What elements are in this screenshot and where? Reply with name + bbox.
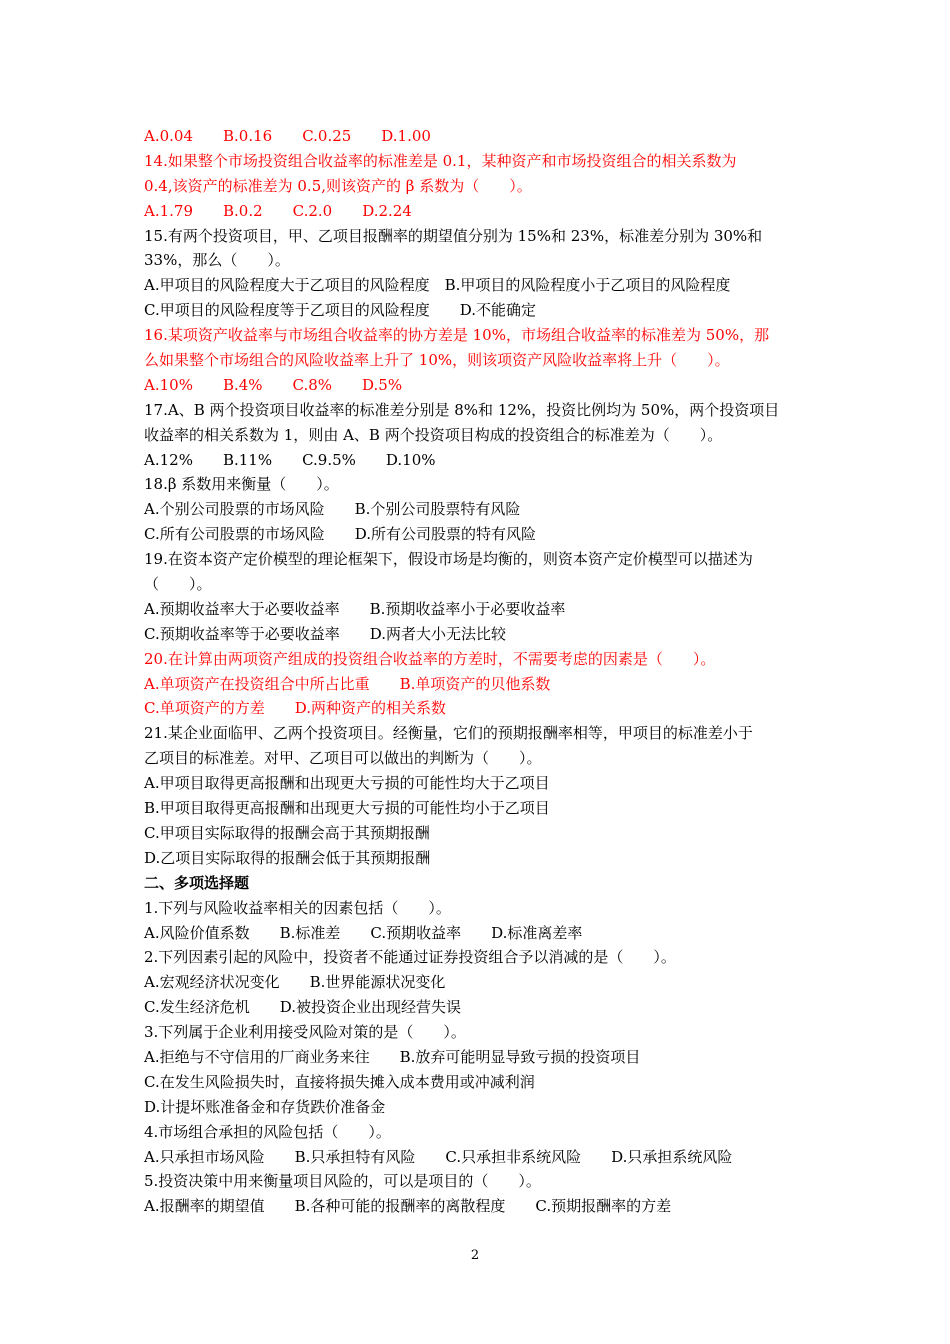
text-line: 1.下列与风险收益率相关的因素包括（ ）。 [144,898,451,917]
text-line: A.12% B.11% C.9.5% D.10% [144,450,436,469]
text-line: C.甲项目的风险程度等于乙项目的风险程度 D.不能确定 [144,301,536,320]
text-line: C.单项资产的方差 D.两种资产的相关系数 [144,699,446,718]
text-line: 20.在计算由两项资产组成的投资组合收益率的方差时，不需要考虑的因素是（ ）。 [144,649,716,668]
text-line: D.计提坏账准备金和存货跌价准备金 [144,1097,386,1116]
text-line: A.只承担市场风险 B.只承担特有风险 C.只承担非系统风险 D.只承担系统风险 [144,1147,733,1166]
text-line: 2.下列因素引起的风险中，投资者不能通过证券投资组合予以消减的是（ ）。 [144,948,676,967]
page-number: 2 [470,1248,480,1263]
text-line: D.乙项目实际取得的报酬会低于其预期报酬 [144,848,431,867]
text-line: A.1.79 B.0.2 C.2.0 D.2.24 [144,201,412,220]
text-line: C.预期收益率等于必要收益率 D.两者大小无法比较 [144,624,506,643]
text-line: B.甲项目取得更高报酬和出现更大亏损的可能性均小于乙项目 [144,799,550,818]
text-line: 么如果整个市场组合的风险收益率上升了 10%，则该项资产风险收益率将上升（ ）。 [144,351,730,370]
text-line: A.拒绝与不守信用的厂商业务来往 B.放弃可能明显导致亏损的投资项目 [144,1047,641,1066]
text-line: 0.4,该资产的标准差为 0.5,则该资产的 β 系数为（ ）。 [144,176,532,195]
text-line: 16.某项资产收益率与市场组合收益率的协方差是 10%，市场组合收益率的标准差为 50%，那 [144,326,770,345]
text-line: C.所有公司股票的市场风险 D.所有公司股票的特有风险 [144,525,536,544]
section-heading: 二、多项选择题 [144,873,250,892]
text-line: A.单项资产在投资组合中所占比重 B.单项资产的贝他系数 [144,674,551,693]
document-body [144,124,814,1219]
text-line: A.甲项目的风险程度大于乙项目的风险程度 B.甲项目的风险程度小于乙项目的风险程度 [144,276,731,295]
text-line: 乙项目的标准差。对甲、乙项目可以做出的判断为（ ）。 [144,749,542,768]
text-line: 19.在资本资产定价模型的理论框架下，假设市场是均衡的，则资本资产定价模型可以描述为 [144,550,753,569]
text-line: C.在发生风险损失时，直接将损失摊入成本费用或冲减利润 [144,1072,535,1091]
text-line: 18.β 系数用来衡量（ ）。 [144,475,339,494]
text-line: C.发生经济危机 D.被投资企业出现经营失误 [144,998,461,1017]
text-line: 17.A、B 两个投资项目收益率的标准差分别是 8%和 12%，投资比例均为 50%，两个投资项目 [144,400,780,419]
text-line: A.预期收益率大于必要收益率 B.预期收益率小于必要收益率 [144,599,566,618]
text-line: A.报酬率的期望值 B.各种可能的报酬率的离散程度 C.预期报酬率的方差 [144,1197,672,1216]
text-line: A.0.04 B.0.16 C.0.25 D.1.00 [144,127,431,145]
text-line: 4.市场组合承担的风险包括（ ）。 [144,1122,391,1141]
text-line: 5.投资决策中用来衡量项目风险的，可以是项目的（ ）。 [144,1172,541,1191]
text-line: C.甲项目实际取得的报酬会高于其预期报酬 [144,823,430,842]
text-line: 33%，那么（ ）。 [144,251,290,270]
text-line: （ ）。 [144,575,212,594]
text-line: 收益率的相关系数为 1，则由 A、B 两个投资项目构成的投资组合的标准差为（ ）。 [144,425,723,444]
text-line: A.个别公司股票的市场风险 B.个别公司股票特有风险 [144,500,521,519]
text-line: 14.如果整个市场投资组合收益率的标准差是 0.1，某种资产和市场投资组合的相关系数为 [144,151,737,170]
text-line: A.10% B.4% C.8% D.5% [144,375,403,394]
text-line: 15.有两个投资项目，甲、乙项目报酬率的期望值分别为 15%和 23%，标准差分别为 30%和 [144,226,763,245]
text-line: 3.下列属于企业利用接受风险对策的是（ ）。 [144,1023,466,1042]
text-line: 21.某企业面临甲、乙两个投资项目。经衡量，它们的预期报酬率相等，甲项目的标准差小于 [144,724,753,743]
text-line: A.甲项目取得更高报酬和出现更大亏损的可能性均大于乙项目 [144,774,550,793]
text-line: A.宏观经济状况变化 B.世界能源状况变化 [144,973,446,992]
text-line: A.风险价值系数 B.标准差 C.预期收益率 D.标准离差率 [144,923,583,942]
